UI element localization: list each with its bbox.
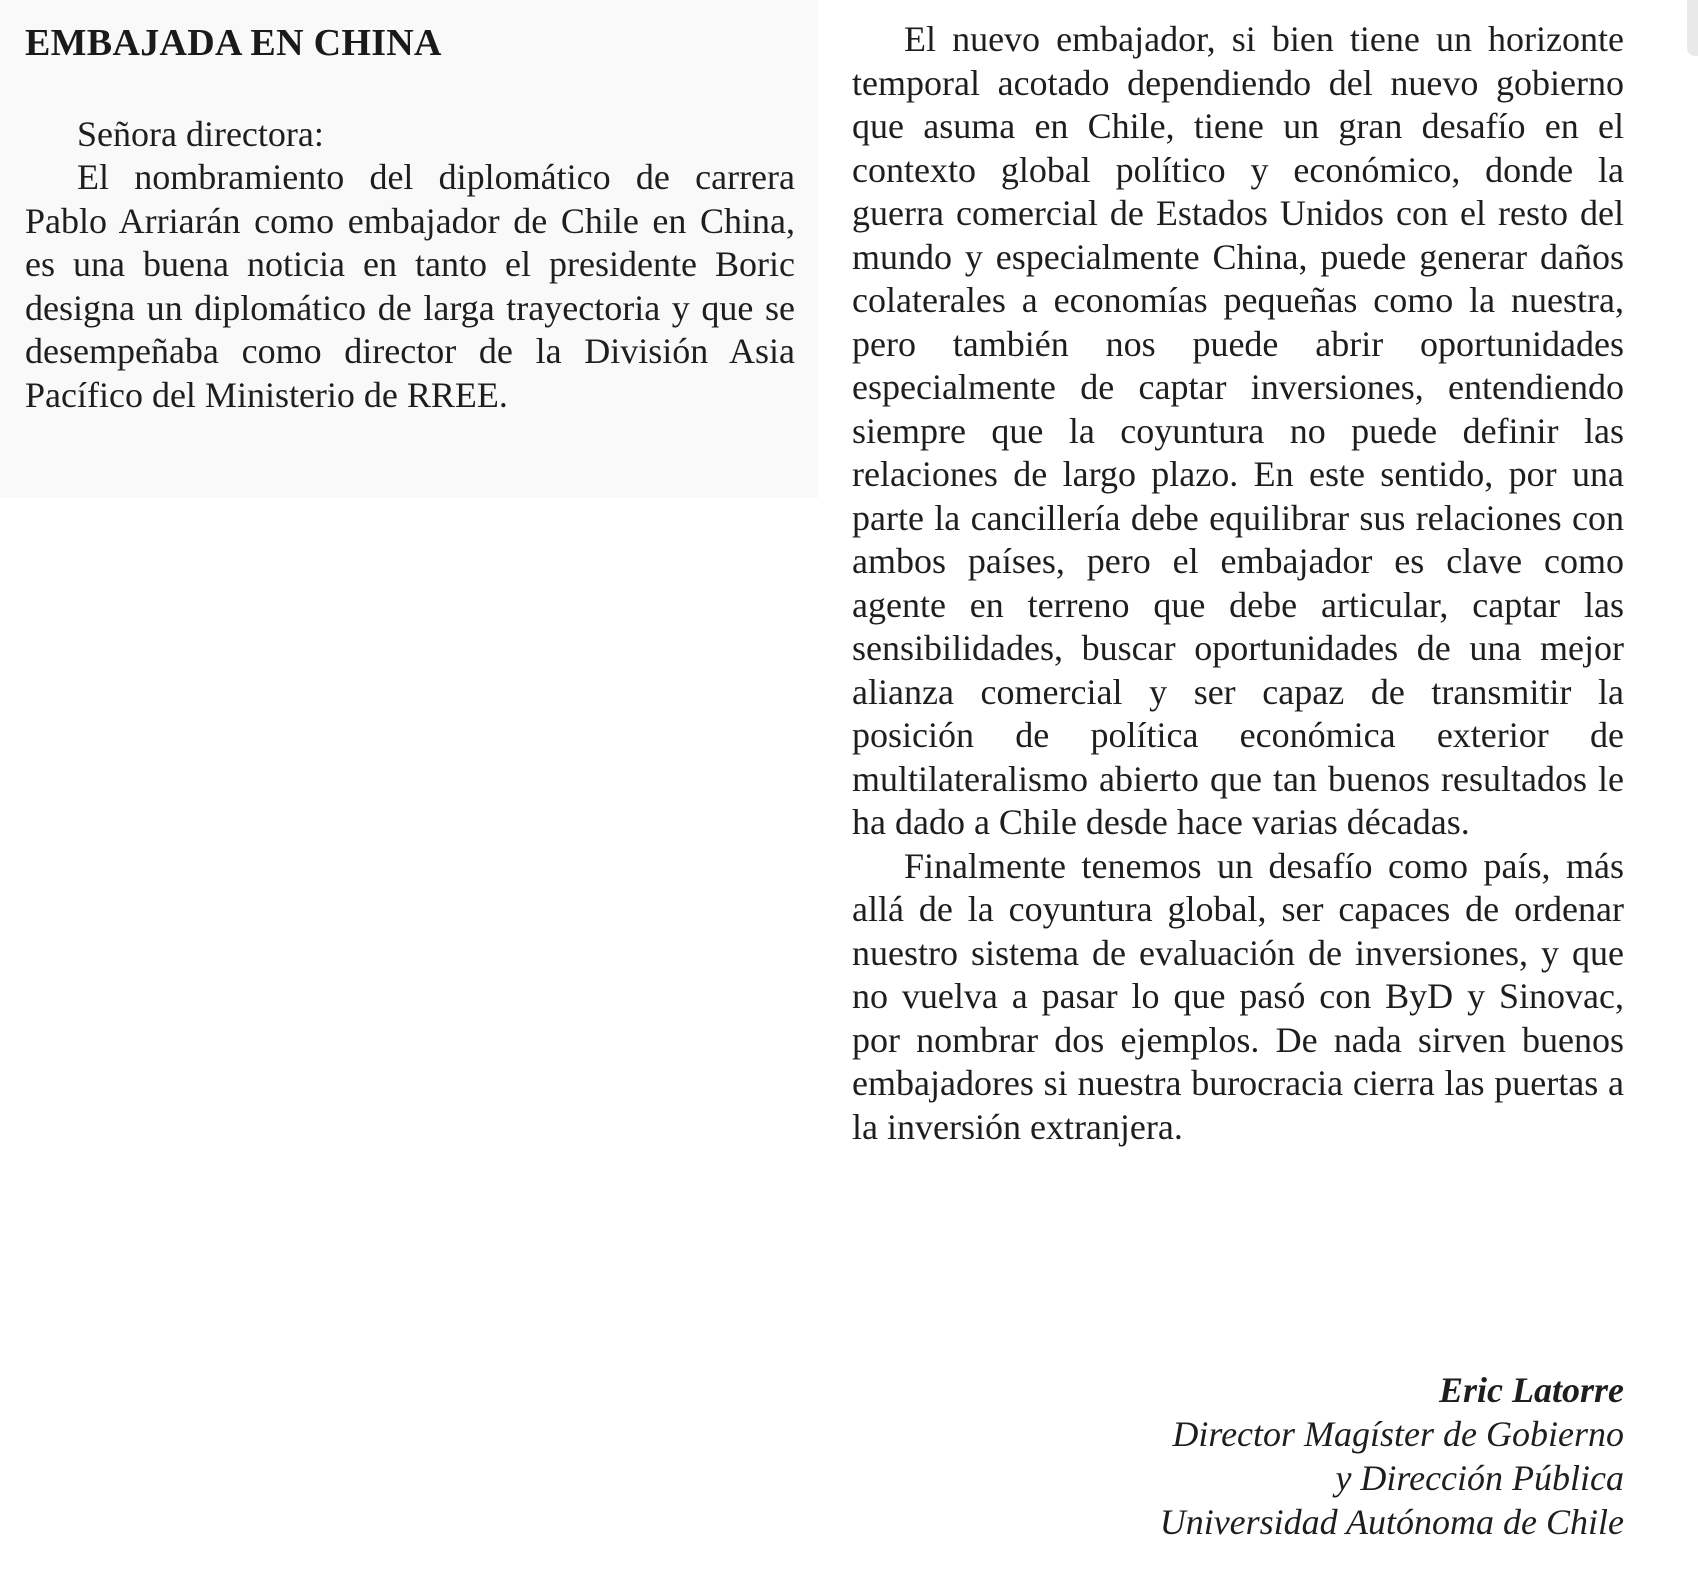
scrollbar-thumb[interactable] (1687, 0, 1698, 56)
salutation: Señora directora: (77, 114, 324, 154)
signature-block (1160, 1368, 1624, 1544)
left-column (0, 0, 818, 498)
author-institution: Universidad Autónoma de Chile (1159, 1502, 1624, 1542)
right-column (852, 18, 1624, 1149)
paragraph-2: El nuevo embajador, si bien tiene un horizonte temporal acotado dependiendo del nuevo gobierno que asuma en Chile, tiene un gran desafío en el contexto global político y económico, donde la guerra comercial de Estados Unidos con el resto del mundo y especialmente China, puede generar daños colaterales a economías pequeñas como la nuestra, pero también nos puede abrir oportunidades especialmente de captar inversiones, entendiendo siempre que la coyuntura no puede definir las relaciones de largo plazo. En este sentido, por una parte la cancillería debe equilibrar sus relaciones con ambos países, pero el embajador es clave como agente en terreno que debe articular, captar las sensibilidades, buscar oportunidades de una mejor alianza comercial y ser capaz de transmitir la posición de política económica exterior de multilateralismo abierto que tan buenos resultados le ha dado a Chile desde hace varias décadas. (852, 19, 1624, 842)
letter-headline: EMBAJADA EN CHINA (25, 22, 442, 64)
paragraph-1: El nombramiento del diplomático de carrera Pablo Arriarán como embajador de Chile en China, es una buena noticia en tanto el presidente Boric designa un diplomático de larga trayectoria y que se desempeñaba como director de la División Asia Pacífico del Ministerio de RREE. (25, 157, 795, 415)
author-title-line-2: y Dirección Pública (1335, 1458, 1624, 1498)
paragraph-3: Finalmente tenemos un desafío como país, más allá de la coyuntura global, ser capaces de ordenar nuestro sistema de evaluación de inversiones, y que no vuelva a pasar lo que pasó con ByD y Sinovac, por nombrar dos ejemplos. De nada sirven buenos embajadores si nuestra burocracia cierra las puertas a la inversión extranjera. (852, 845, 1624, 1147)
author-name: Eric Latorre (1439, 1370, 1624, 1410)
author-title-line-1: Director Magíster de Gobierno (1172, 1414, 1624, 1454)
